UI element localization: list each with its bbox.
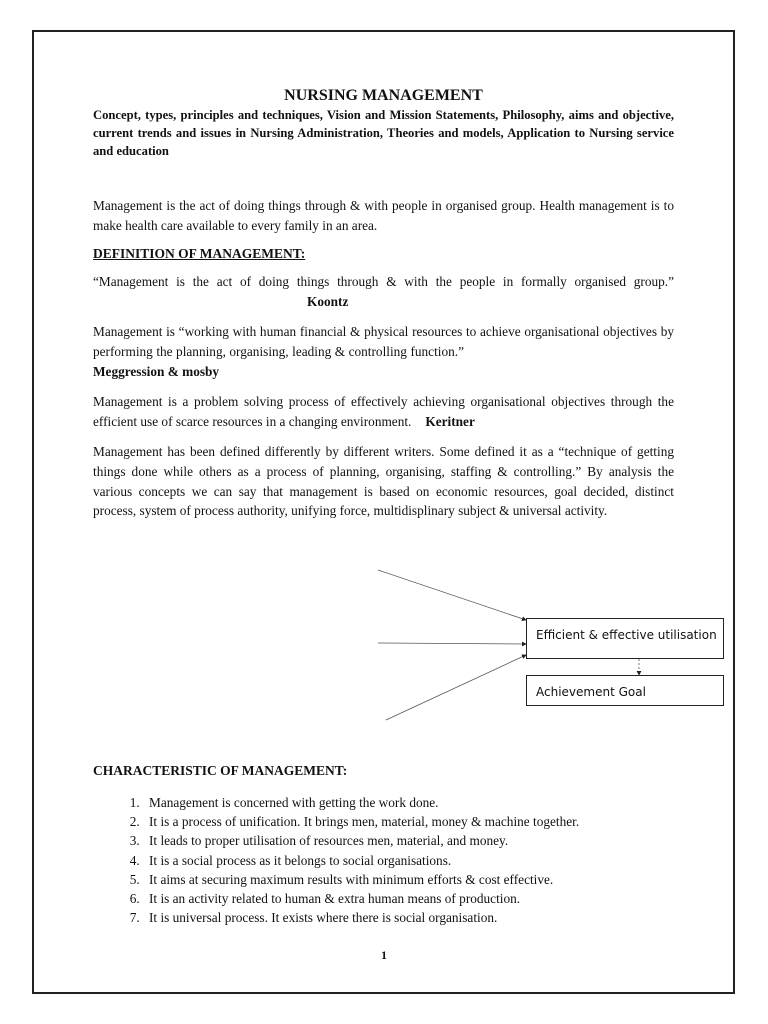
document-subtitle: Concept, types, principles and techniques, Vision and Mission Statements, Philosophy, aims and objective, current trends and issues in Nursing Administration, Theories and models, Application to Nursing service and education bbox=[93, 108, 674, 158]
definition-2-text: Management is “working with human financial & physical resources to achieve organisational objectives by performing the planning, organising, leading & controlling function.” bbox=[93, 324, 674, 359]
achievement-goal-box bbox=[526, 675, 724, 706]
document-title: NURSING MANAGEMENT bbox=[284, 87, 483, 104]
page-number: 1 bbox=[381, 948, 387, 962]
list-item: 7. It is universal process. It exists where there is social organisation. bbox=[143, 908, 743, 927]
list-item: 4. It is a social process as it belongs to social organisations. bbox=[143, 851, 743, 870]
list-item: 2. It is a process of unification. It brings men, material, money & machine together. bbox=[143, 812, 743, 831]
intro-paragraph: Management is the act of doing things through & with people in organised group. Health management is to make health care available to every family in an area. bbox=[93, 198, 674, 233]
achievement-goal-label: Achievement Goal bbox=[536, 685, 646, 699]
list-item: 6. It is an activity related to human & extra human means of production. bbox=[143, 889, 743, 908]
efficient-utilisation-box bbox=[526, 618, 724, 659]
definition-heading: DEFINITION OF MANAGEMENT: bbox=[93, 246, 306, 262]
list-item: 1. Management is concerned with getting the work done. bbox=[143, 793, 743, 812]
arrow-line-3 bbox=[386, 655, 526, 720]
characteristics-heading: CHARACTERISTIC OF MANAGEMENT: bbox=[93, 763, 348, 778]
analysis-paragraph: Management has been defined differently by different writers. Some defined it as a “technique of getting things done while others as a process of planning, organising, staffing & controlling.” By analysis the various concepts we can say that management is based on economic resources, goal decided, distinct process, system of process authority, unifying force, multidisplinary subject & universal activity. bbox=[93, 444, 674, 519]
definition-2-author: Meggression & mosby bbox=[93, 363, 220, 379]
list-item: 3. It leads to proper utilisation of resources men, material, and money. bbox=[143, 831, 743, 850]
characteristics-list bbox=[93, 793, 743, 927]
arrow-line-1 bbox=[378, 570, 526, 620]
arrow-line-2 bbox=[378, 643, 526, 644]
definition-1-text: “Management is the act of doing things through & with the people in formally organised group.” bbox=[93, 274, 674, 290]
definition-1-author: Koontz bbox=[307, 293, 349, 309]
efficient-utilisation-label: Efficient & effective utilisation bbox=[536, 628, 717, 642]
list-item: 5. It aims at securing maximum results with minimum efforts & cost effective. bbox=[143, 870, 743, 889]
definition-3-author: Keritner bbox=[425, 413, 475, 429]
definition-3-text: Management is a problem solving process of effectively achieving organisational objectives through the efficient use of scarce resources in a changing environment. bbox=[93, 394, 674, 429]
